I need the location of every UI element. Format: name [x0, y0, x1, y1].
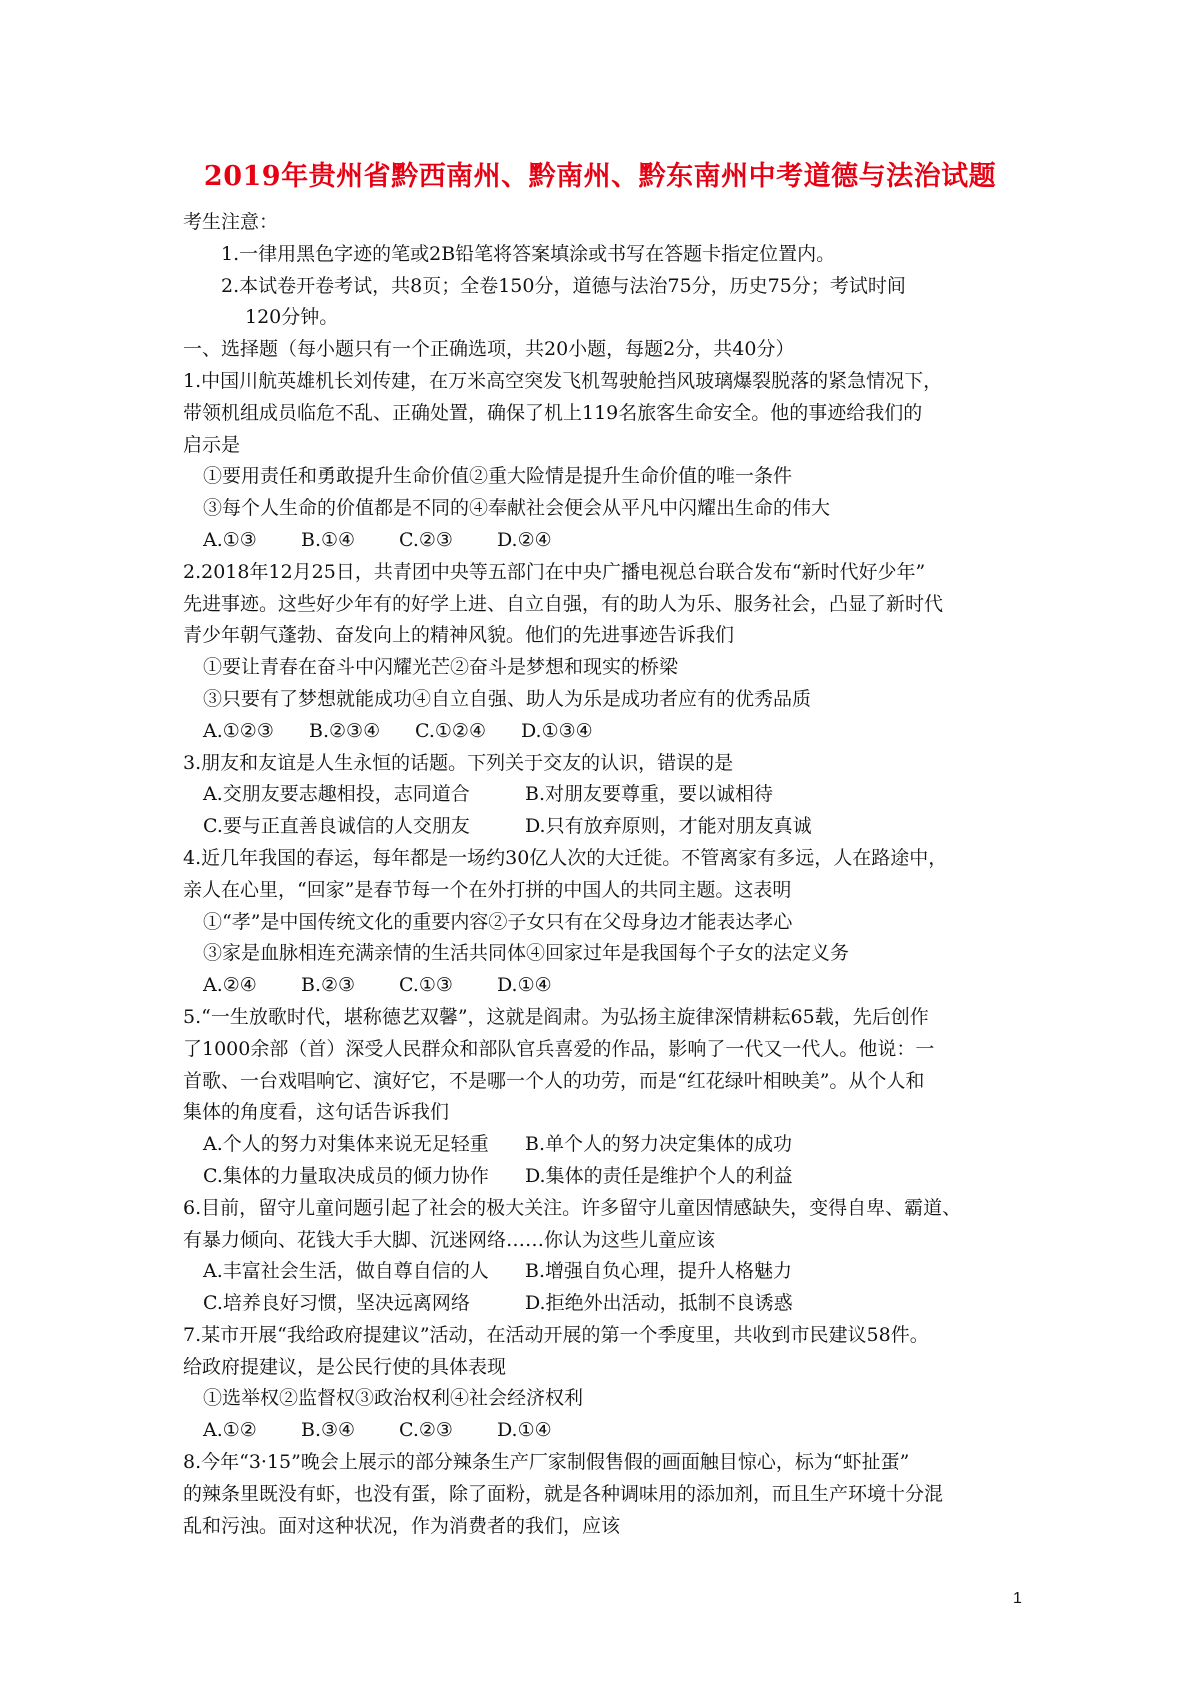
answer-option: C.②③	[399, 528, 453, 551]
answer-option: D.集体的责任是维护个人的利益	[525, 1164, 793, 1187]
question-stem-line: 集体的角度看，这句话告诉我们	[183, 1101, 450, 1124]
question-statement: ①选举权②监督权③政治权利④社会经济权利	[203, 1387, 584, 1410]
question-6	[183, 1193, 1033, 1320]
question-stem-line: 6.目前，留守儿童问题引起了社会的极大关注。许多留守儿童因情感缺失，变得自卑、霸道、	[183, 1196, 962, 1219]
answer-options	[183, 1288, 1033, 1320]
document-body	[183, 207, 1033, 1542]
question-stem-line: 首歌、一台戏唱响它、演好它，不是哪一个人的功劳，而是“红花绿叶相映美”。从个人和	[183, 1069, 925, 1092]
answer-option: D.②④	[497, 528, 552, 551]
answer-option: D.①④	[497, 1419, 552, 1442]
question-list	[183, 366, 1033, 1542]
answer-options	[183, 779, 1033, 811]
answer-option: D.拒绝外出活动，抵制不良诱惑	[525, 1292, 793, 1315]
page-number: 1	[1013, 1590, 1022, 1607]
answer-option: B.单个人的努力决定集体的成功	[525, 1133, 793, 1156]
answer-option: B.③④	[301, 1419, 356, 1442]
answer-option: B.增强自负心理，提升人格魅力	[525, 1260, 793, 1283]
answer-options	[183, 811, 1033, 843]
question-statement: ③每个人生命的价值都是不同的④奉献社会便会从平凡中闪耀出生命的伟大	[203, 497, 831, 520]
question-stem-line: 带领机组成员临危不乱、正确处置，确保了机上119名旅客生命安全。他的事迹给我们的	[183, 401, 923, 424]
question-3	[183, 748, 1033, 843]
question-statement: ①要让青春在奋斗中闪耀光芒②奋斗是梦想和现实的桥梁	[203, 656, 679, 679]
notice-heading: 考生注意：	[183, 211, 279, 233]
answer-option: A.②④	[203, 974, 257, 997]
answer-option: A.个人的努力对集体来说无足轻重	[203, 1133, 489, 1156]
page-title: 2019年贵州省黔西南州、黔南州、黔东南州中考道德与法治试题	[203, 161, 997, 192]
question-stem-line: 给政府提建议，是公民行使的具体表现	[183, 1355, 507, 1378]
answer-options	[183, 1129, 1033, 1161]
answer-options	[183, 525, 1033, 557]
answer-option: B.②③	[301, 974, 356, 997]
answer-option: D.只有放弃原则，才能对朋友真诚	[525, 815, 812, 838]
question-1	[183, 366, 1033, 557]
question-stem-line: 3.朋友和友谊是人生永恒的话题。下列关于交友的认识，错误的是	[183, 751, 734, 774]
question-statement: ①“孝”是中国传统文化的重要内容②子女只有在父母身边才能表达孝心	[203, 910, 793, 933]
answer-option: B.②③④	[309, 719, 381, 742]
answer-options	[183, 970, 1033, 1002]
question-stem-line: 5.“一生放歌时代，堪称德艺双馨”，这就是阎肃。为弘扬主旋律深情耕耘65载，先后创作	[183, 1005, 929, 1028]
answer-option: C.要与正直善良诚信的人交朋友	[203, 815, 470, 838]
answer-options	[183, 1161, 1033, 1193]
answer-option: C.集体的力量取决成员的倾力协作	[203, 1164, 489, 1187]
notice-item-2-cont: 120分钟。	[245, 306, 339, 329]
answer-option: A.①②	[203, 1419, 257, 1442]
question-stem-line: 有暴力倾向、花钱大手大脚、沉迷网络……你认为这些儿童应该	[183, 1228, 716, 1251]
question-stem-line: 亲人在心里，“回家”是春节每一个在外打拼的中国人的共同主题。这表明	[183, 878, 792, 901]
answer-options	[183, 1415, 1033, 1447]
answer-option: B.①④	[301, 528, 356, 551]
answer-options	[183, 1256, 1033, 1288]
answer-option: B.对朋友要尊重，要以诚相待	[525, 783, 774, 806]
question-stem-line: 1.中国川航英雄机长刘传建，在万米高空突发飞机驾驶舱挡风玻璃爆裂脱落的紧急情况下，	[183, 369, 943, 392]
section-heading: 一、选择题（每小题只有一个正确选项，共20小题，每题2分，共40分）	[183, 338, 795, 361]
answer-option: D.①④	[497, 974, 552, 997]
answer-option: C.②③	[399, 1419, 453, 1442]
answer-option: A.①②③	[203, 719, 274, 742]
answer-option: A.交朋友要志趣相投，志同道合	[203, 783, 470, 806]
question-stem-line: 2.2018年12月25日，共青团中央等五部门在中央广播电视总台联合发布“新时代好少年”	[183, 560, 926, 583]
answer-option: A.①③	[203, 528, 257, 551]
question-5	[183, 1002, 1033, 1193]
question-stem-line: 8.今年“3·15”晚会上展示的部分辣条生产厂家制假售假的画面触目惊心，标为“虾扯蛋”	[183, 1451, 910, 1474]
answer-option: C.①③	[399, 974, 453, 997]
question-stem-line: 的辣条里既没有虾，也没有蛋，除了面粉，就是各种调味用的添加剂，而且生产环境十分混	[183, 1482, 944, 1505]
notice-item-2: 2.本试卷开卷考试，共8页；全卷150分，道德与法治75分，历史75分；考试时间	[221, 274, 906, 297]
answer-options	[183, 716, 1033, 748]
question-stem-line: 先进事迹。这些好少年有的好学上进、自立自强，有的助人为乐、服务社会，凸显了新时代	[183, 592, 944, 615]
question-statement: ③只要有了梦想就能成功④自立自强、助人为乐是成功者应有的优秀品质	[203, 687, 812, 710]
question-stem-line: 4.近几年我国的春运，每年都是一场约30亿人次的大迁徙。不管离家有多远，人在路途中，	[183, 846, 948, 869]
question-stem-line: 青少年朝气蓬勃、奋发向上的精神风貌。他们的先进事迹告诉我们	[183, 624, 735, 647]
question-stem-line: 了1000余部（首）深受人民群众和部队官兵喜爱的作品，影响了一代又一代人。他说：一	[183, 1037, 935, 1060]
question-stem-line: 7.某市开展“我给政府提建议”活动，在活动开展的第一个季度里，共收到市民建议58件。	[183, 1323, 929, 1346]
answer-option: C.培养良好习惯，坚决远离网络	[203, 1292, 470, 1315]
question-statement: ①要用责任和勇敢提升生命价值②重大险情是提升生命价值的唯一条件	[203, 465, 793, 488]
answer-option: C.①②④	[415, 719, 486, 742]
question-statement: ③家是血脉相连充满亲情的生活共同体④回家过年是我国每个子女的法定义务	[203, 942, 850, 965]
answer-option: A.丰富社会生活，做自尊自信的人	[203, 1260, 489, 1283]
question-8	[183, 1447, 1033, 1542]
answer-option: D.①③④	[521, 719, 593, 742]
question-stem-line: 启示是	[183, 433, 241, 456]
question-4	[183, 843, 1033, 1002]
question-stem-line: 乱和污浊。面对这种状况，作为消费者的我们，应该	[183, 1514, 621, 1537]
notice-item-1: 1.一律用黑色字迹的笔或2B铅笔将答案填涂或书写在答题卡指定位置内。	[221, 242, 836, 265]
question-7	[183, 1320, 1033, 1447]
question-2	[183, 557, 1033, 748]
